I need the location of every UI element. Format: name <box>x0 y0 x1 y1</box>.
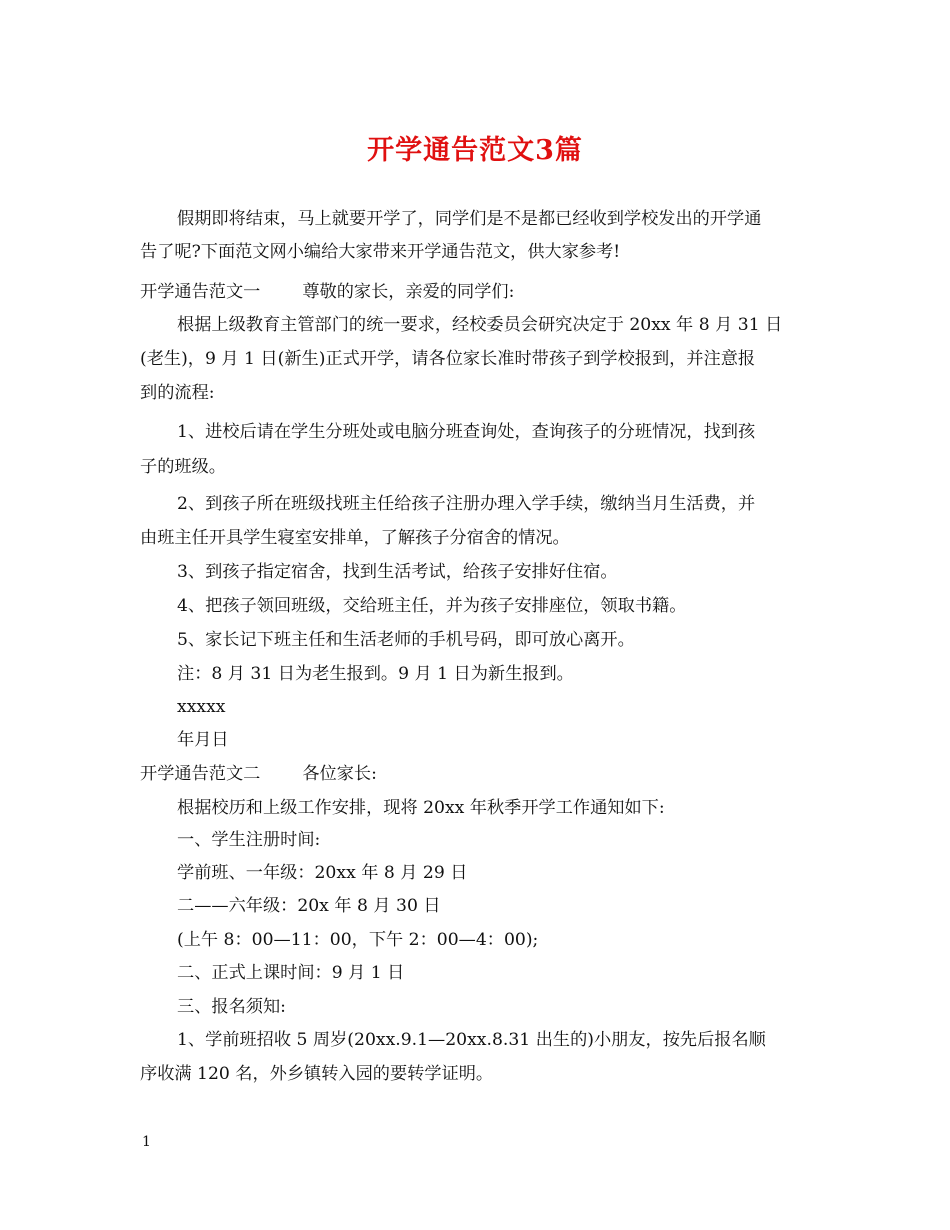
paragraph-line: 一、学生注册时间: <box>177 830 321 850</box>
paragraph-line: 到的流程: <box>140 383 215 403</box>
paragraph-line: 根据校历和上级工作安排，现将 20xx 年秋季开学工作通知如下: <box>177 798 665 818</box>
section-heading: 开学通告范文一 <box>140 282 261 302</box>
paragraph-line: 3、到孩子指定宿舍，找到生活考试，给孩子安排好住宿。 <box>177 562 618 582</box>
paragraph-line: 假期即将结束，马上就要开学了，同学们是不是都已经收到学校发出的开学通 <box>177 209 762 229</box>
section-heading: 开学通告范文二 <box>140 764 261 784</box>
paragraph-line: 子的班级。 <box>140 457 226 477</box>
paragraph-line: 4、把孩子领回班级，交给班主任，并为孩子安排座位，领取书籍。 <box>177 596 687 616</box>
paragraph-line: 学前班、一年级：20xx 年 8 月 29 日 <box>177 863 468 883</box>
paragraph-line: 2、到孩子所在班级找班主任给孩子注册办理入学手续，缴纳当月生活费，并 <box>177 494 756 514</box>
paragraph-line: 注：8 月 31 日为老生报到。9 月 1 日为新生报到。 <box>177 664 574 684</box>
section-heading-line <box>140 763 812 785</box>
paragraph-line: 根据上级教育主管部门的统一要求，经校委员会研究决定于 20xx 年 8 月 31 日 <box>177 315 783 335</box>
section-heading-line <box>140 281 812 303</box>
paragraph-line: 二、正式上课时间：9 月 1 日 <box>177 963 405 983</box>
salutation: 尊敬的家长，亲爱的同学们: <box>302 282 515 302</box>
paragraph-line: (上午 8：00—11：00，下午 2：00—4：00); <box>177 930 539 950</box>
salutation: 各位家长: <box>302 764 377 784</box>
paragraph-line: 三、报名须知: <box>177 997 286 1017</box>
page-number: 1 <box>142 1134 151 1150</box>
paragraph-line: xxxxx <box>177 697 226 717</box>
paragraph-line: (老生)，9 月 1 日(新生)正式开学，请各位家长准时带孩子到学校报到，并注意报 <box>140 349 756 369</box>
paragraph-line: 由班主任开具学生寝室安排单，了解孩子分宿舍的情况。 <box>140 528 570 548</box>
paragraph-line: 二——六年级：20x 年 8 月 30 日 <box>177 896 441 916</box>
paragraph-line: 5、家长记下班主任和生活老师的手机号码，即可放心离开。 <box>177 630 635 650</box>
document-title: 开学通告范文3篇 <box>367 135 583 166</box>
paragraph-line: 年月日 <box>177 730 229 750</box>
paragraph-line: 告了呢?下面范文网小编给大家带来开学通告范文，供大家参考! <box>140 242 621 262</box>
paragraph-line: 序收满 120 名，外乡镇转入园的要转学证明。 <box>140 1064 494 1084</box>
paragraph-line: 1、学前班招收 5 周岁(20xx.9.1—20xx.8.31 出生的)小朋友，按先后报名顺 <box>177 1030 766 1050</box>
paragraph-line: 1、进校后请在学生分班处或电脑分班查询处，查询孩子的分班情况，找到孩 <box>177 422 756 442</box>
